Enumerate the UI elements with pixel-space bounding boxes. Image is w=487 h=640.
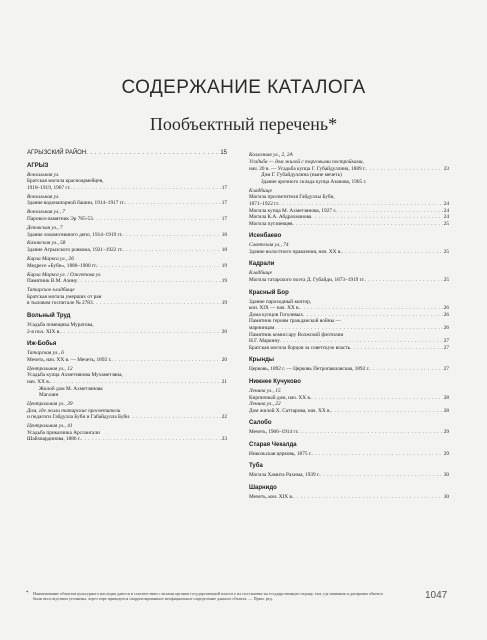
- dot-leader: [81, 436, 221, 443]
- dot-leader: [129, 414, 221, 421]
- toc-entry-line: Центральная ул., 41: [27, 423, 73, 430]
- dot-leader: [369, 366, 442, 373]
- toc-entry-line: [249, 494, 449, 501]
- toc-entry-line: Татарское кладбище: [27, 287, 75, 294]
- dot-leader: [366, 166, 443, 173]
- page-ref: 28: [443, 394, 449, 401]
- dot-leader: [279, 201, 442, 208]
- entry-text: Могила пугачевцев: [249, 220, 293, 227]
- page-ref: 27: [443, 338, 449, 345]
- toc-entry-line: [27, 278, 227, 285]
- toc-entry-line: [249, 201, 449, 208]
- toc-region-heading: Красный Бор: [249, 289, 289, 296]
- dot-leader: [60, 329, 220, 336]
- toc-entry-line: [249, 249, 449, 256]
- entry-text: нач. 20 в. — Усадьба купца Г. Губайдуллина, 1889 г.: [249, 165, 366, 172]
- page-ref: 19: [221, 300, 227, 307]
- toc-entry-line: Ленина ул., 15: [249, 387, 281, 394]
- toc-entry: [249, 366, 449, 373]
- dot-leader: [299, 429, 443, 436]
- page-ref: 25: [443, 248, 449, 255]
- toc-region-heading: Исенбаево: [249, 233, 282, 240]
- footnote-text: Наименование объектов культурного наследия даются в соответствии с актами органов государственной власти о их постановке на государственную охрану, там, где названия и датировка объекта были впоследствии уточнены, через тире приводится скорректированное неофициальное определение данного объекта. — Прим. ред.: [33, 591, 383, 602]
- toc-region-heading: Старая Чекалда: [249, 441, 297, 448]
- dot-leader: [365, 277, 443, 284]
- entry-text: и педагоги Габдулла Буби и Габайдулла Буби: [27, 414, 130, 421]
- toc-entry: [27, 287, 227, 307]
- page-ref: 24: [443, 207, 449, 214]
- toc-region-heading: Шарнидо: [249, 485, 277, 492]
- entry-text: Братская могила борцов за советскую власть: [249, 344, 351, 351]
- toc-entry-line: [27, 185, 227, 192]
- entry-text: Мечеть, нач. XX в. — Мечеть, 1892 г.: [27, 356, 112, 363]
- page-ref: 29: [443, 450, 449, 457]
- toc-entry-line: [249, 366, 449, 373]
- toc-region-heading: [27, 150, 227, 157]
- toc-entry: [27, 240, 227, 253]
- page-title: СОДЕРЖАНИЕ КАТАЛОГА: [121, 77, 366, 98]
- page-ref: 19: [221, 278, 227, 285]
- toc-entry-line: Здание арочного склада купца Азанова, 1905 г.: [261, 178, 367, 185]
- entry-text: кон. XIX — нач. XX в.: [249, 305, 300, 312]
- entry-text: Здание локомотивного депо, 1914–1919 гг.: [27, 231, 123, 238]
- toc-region-heading: Вольный Труд: [27, 313, 71, 319]
- page-ref: 30: [443, 472, 449, 479]
- page-ref: 25: [443, 277, 449, 284]
- entry-text: 1918–1919, 1967 гг.: [27, 184, 71, 191]
- toc-entry: [27, 209, 227, 222]
- toc-entry: [249, 242, 449, 255]
- page-ref: 17: [221, 215, 227, 222]
- toc-entry-line: Деповская ул., 7: [27, 224, 63, 231]
- entry-text: в тыловом госпитале № 2783: [27, 300, 93, 307]
- toc-entry: [27, 350, 227, 363]
- toc-entry-line: Братская могила умерших от ран: [27, 293, 102, 300]
- toc-region-heading: Нижнее Кучуково: [249, 378, 301, 385]
- page-subtitle: Пообъектный перечень*: [149, 114, 338, 134]
- toc-entry: [27, 401, 227, 421]
- page-number: 1047: [425, 590, 448, 601]
- toc-entry-line: Жилой дом М. Ахметзянова: [39, 385, 103, 392]
- toc-entry-line: Усадьба — дом жилой с торговыми постройками,: [249, 158, 364, 165]
- dot-leader: [97, 263, 221, 270]
- toc-entry-line: [27, 247, 227, 254]
- entry-text: Могила К.А. Абдрахманова: [249, 214, 312, 221]
- toc-entry-line: [249, 338, 449, 345]
- toc-entry-line: Казанская ул., 58: [27, 240, 66, 247]
- dot-leader: [93, 216, 221, 223]
- toc-entry-line: Магазин: [39, 392, 59, 399]
- entry-text: Медресе «Буби», 1880–1900 гг.: [27, 262, 98, 269]
- toc-entry-line: Усадьба приказчика Арслангали: [27, 429, 100, 436]
- entry-text: Могила купца М. Ахметзянова, 1927 г.: [249, 207, 337, 214]
- toc-left-column: [27, 150, 227, 443]
- entry-text: Мечеть, 1906–1914 гг.: [249, 429, 299, 436]
- toc-entry-line: [249, 451, 449, 458]
- toc-entry: [27, 423, 227, 443]
- page-ref: 21: [221, 378, 227, 385]
- toc-entry-line: Усадьба купца Ахметзянова Мухаметзяна,: [27, 372, 123, 379]
- entry-text: Мечеть, кон. XIX в.: [249, 494, 294, 501]
- toc-entry-line: Ленина ул., 22: [249, 401, 281, 408]
- toc-entry: [249, 299, 449, 352]
- toc-entry: [27, 172, 227, 192]
- toc-region-heading: Кадрали: [249, 261, 275, 268]
- toc-entry-line: Памятник комиссару Волжской флотилии: [249, 331, 344, 338]
- toc-entry-line: [27, 357, 227, 364]
- toc-entry-line: Советская ул., 74: [249, 242, 289, 249]
- page-ref: 26: [443, 311, 449, 318]
- toc-entry-line: Могила просветителя Габдуллы Буби,: [249, 194, 335, 201]
- page-ref: 20: [221, 328, 227, 335]
- entry-text: 2-я пол. XIX в.: [27, 328, 61, 335]
- dot-leader: [331, 408, 443, 415]
- toc-entry: [249, 472, 449, 479]
- dot-leader: [125, 200, 221, 207]
- dot-leader: [86, 150, 219, 157]
- dot-leader: [93, 300, 221, 307]
- toc-entry-line: Центральная ул., 39: [27, 401, 73, 408]
- toc-entry: [249, 270, 449, 283]
- toc-entry-line: [27, 436, 227, 443]
- dot-leader: [111, 357, 220, 364]
- toc-entry-line: Карла Маркса ул. / Ожгетова ул.: [27, 271, 102, 278]
- dot-leader: [77, 278, 220, 285]
- dot-leader: [311, 214, 442, 221]
- toc-entry-line: [27, 414, 227, 421]
- dot-leader: [350, 345, 443, 352]
- toc-entry-line: Карла Маркса ул., 26: [27, 256, 74, 263]
- toc-entry-line: Усадьба помещика Муратова,: [27, 321, 94, 328]
- entry-text: Шайхвардинова, 1886 г.: [27, 436, 81, 443]
- page-ref: 20: [221, 356, 227, 363]
- toc-entry: [249, 494, 449, 501]
- entry-text: Дома купцов Гоголевых: [249, 311, 304, 318]
- toc-entry-line: [249, 395, 449, 402]
- toc-entry-line: Кладбище: [249, 270, 273, 277]
- toc-right-column: [249, 150, 449, 501]
- page-ref: 23: [443, 165, 449, 172]
- entry-text: Здание Агрызского ровкома, 1921–1922 гг.: [27, 247, 123, 254]
- toc-entry-line: Колхозная ул., 2, 2А: [249, 152, 293, 159]
- toc-entry-line: Татарская ул., 6: [27, 350, 64, 357]
- toc-entry: [249, 188, 449, 228]
- toc-entry-line: Кладбище: [249, 187, 273, 194]
- dot-leader: [300, 305, 443, 312]
- entry-text: 1871–1922 гг.: [249, 200, 280, 207]
- toc-entry-line: [27, 216, 227, 223]
- page-ref: 26: [443, 325, 449, 332]
- dot-leader: [336, 208, 442, 215]
- entry-text: Кирпичный дом, нач. XX в.: [249, 394, 312, 401]
- toc-entry-line: Дом, где жили татарские просветители: [27, 407, 121, 414]
- page-ref: 23: [221, 436, 227, 443]
- page-ref: 25: [443, 220, 449, 227]
- dot-leader: [50, 379, 221, 386]
- toc-entry: [27, 256, 227, 269]
- dot-leader: [123, 247, 221, 254]
- page-ref: 19: [221, 262, 227, 269]
- entry-text: Н.Г. Маркину: [249, 338, 280, 345]
- dot-leader: [70, 185, 220, 192]
- footnote-marker: *: [26, 591, 29, 596]
- toc-entry-line: [249, 345, 449, 352]
- entry-text: Дом жилой Х. Саттарова, нач. XX в.: [249, 407, 331, 414]
- toc-entry-line: Памятник героям гражданской войны —: [249, 318, 341, 325]
- page-ref: 26: [443, 305, 449, 312]
- page-ref: 24: [443, 214, 449, 221]
- toc-entry-line: Вокзальная ул.: [27, 171, 60, 178]
- page-ref: 24: [443, 200, 449, 207]
- page-ref: 18: [221, 231, 227, 238]
- toc-entry-line: Дом Г. Губайдуллина (ныне мечеть): [261, 172, 342, 179]
- dot-leader: [274, 325, 442, 332]
- toc-entry-line: Центральная ул., 12: [27, 365, 73, 372]
- toc-entry: [27, 225, 227, 238]
- page-ref: 30: [443, 494, 449, 501]
- dot-leader: [280, 338, 443, 345]
- dot-leader: [123, 232, 221, 239]
- toc-region-heading: Иж-Бобья: [27, 341, 57, 348]
- page-ref: 17: [221, 184, 227, 191]
- toc-entry-line: [249, 429, 449, 436]
- region-name: АГРЫЗСКИЙ РАЙОН: [27, 150, 87, 156]
- page-ref: 29: [443, 429, 449, 436]
- toc-entry-line: Вокзальная ул., 7: [27, 209, 65, 216]
- toc-entry-line: [249, 325, 449, 332]
- toc-entry-line: [249, 277, 449, 284]
- page-ref: 15: [220, 150, 227, 156]
- toc-entry-line: [27, 263, 227, 270]
- toc-entry-line: Вокзальная ул.: [27, 193, 60, 200]
- toc-entry-line: [249, 472, 449, 479]
- page-ref: 17: [221, 200, 227, 207]
- entry-text: марииицам: [249, 325, 275, 332]
- entry-text: нач. XX в.: [27, 378, 51, 385]
- entry-text: Памятник В.М. Азину: [27, 278, 78, 285]
- toc-entry: [27, 272, 227, 285]
- page-ref: 18: [221, 247, 227, 254]
- toc-entry-line: [249, 305, 449, 312]
- dot-leader: [293, 494, 442, 501]
- dot-leader: [311, 395, 442, 402]
- toc-entry-line: [27, 329, 227, 336]
- entry-text: Здание волостного правления, нач. XX в.: [249, 248, 342, 255]
- toc-entry: [249, 429, 449, 436]
- toc-entry: [249, 451, 449, 458]
- dot-leader: [293, 221, 443, 228]
- dot-leader: [312, 451, 443, 458]
- toc-entry: [249, 152, 449, 185]
- toc-entry-line: [249, 221, 449, 228]
- entry-text: Паровоз-памятник Эр 785-53: [27, 215, 93, 222]
- toc-region-heading: Салобо: [249, 420, 272, 427]
- page-ref: 27: [443, 344, 449, 351]
- toc-region-heading: АГРЫЗ: [27, 162, 49, 169]
- toc-entry-line: [27, 379, 227, 386]
- toc-entry-line: [27, 200, 227, 207]
- toc-entry-line: [27, 300, 227, 307]
- dot-leader: [320, 472, 443, 479]
- entry-text: Могила татарского поэта Д. Губайди, 1873–1919 гг.: [249, 277, 365, 284]
- page-ref: 27: [443, 366, 449, 373]
- toc-entry-line: Братская могила красноармейцев,: [27, 178, 104, 185]
- toc-entry: [27, 322, 227, 335]
- dot-leader: [342, 249, 443, 256]
- toc-entry: [249, 388, 449, 414]
- page-ref: 28: [443, 407, 449, 414]
- entry-text: Никольская церковь, 1875 г.: [249, 450, 312, 457]
- entry-text: Здание водонапорной башни, 1914–1917 гг.: [27, 200, 125, 207]
- toc-region-heading: Туба: [249, 463, 263, 470]
- toc-entry-line: [249, 214, 449, 221]
- entry-text: Могила Хамита Рахима, 1939 г.: [249, 472, 320, 479]
- toc-entry: [27, 194, 227, 207]
- entry-text: Церковь, 1892 г. — Церковь Петропавловская, 1892 г.: [249, 366, 370, 373]
- page-ref: 22: [221, 414, 227, 421]
- toc-entry-line: [249, 408, 449, 415]
- toc-entry-line: Здание пароходный контор,: [249, 298, 312, 305]
- toc-entry: [27, 366, 227, 399]
- toc-entry-line: [27, 232, 227, 239]
- toc-region-heading: Крынды: [249, 357, 275, 364]
